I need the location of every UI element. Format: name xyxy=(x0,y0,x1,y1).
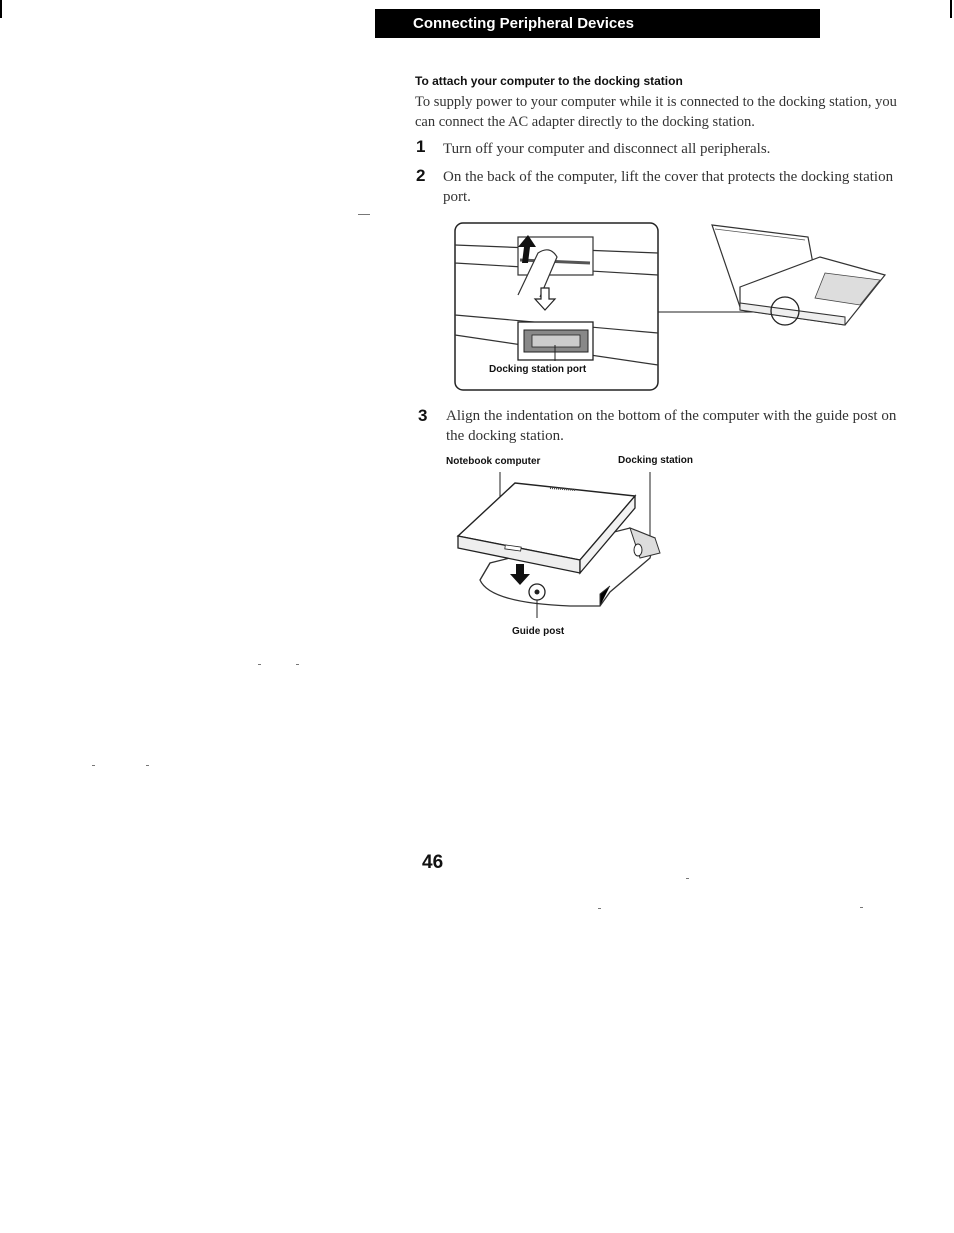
scan-speck xyxy=(686,878,689,879)
step-2-text: On the back of the computer, lift the cover that protects the docking station port. xyxy=(443,169,894,205)
scan-speck xyxy=(258,664,261,665)
scan-speck xyxy=(146,765,149,766)
scan-speck xyxy=(598,908,601,909)
step-1-text: Turn off your computer and disconnect all peripherals. xyxy=(443,141,771,157)
page-number: 46 xyxy=(422,852,444,873)
step-3-number: 3 xyxy=(418,406,428,425)
intro-paragraph: To supply power to your computer while it is connected to the docking station, you can connect the AC adapter directly to the docking station. xyxy=(415,94,897,130)
step-1-number: 1 xyxy=(416,137,426,156)
subsection-heading: To attach your computer to the docking station xyxy=(415,74,683,88)
docking-alignment-illustration xyxy=(450,468,670,618)
scan-speck xyxy=(358,214,370,215)
section-header-title: Connecting Peripheral Devices xyxy=(413,15,634,32)
notebook-computer-label: Notebook computer xyxy=(446,456,541,467)
scan-speck xyxy=(296,664,299,665)
step-2-number: 2 xyxy=(416,166,426,185)
docking-station-label: Docking station xyxy=(618,455,694,466)
crop-mark-left xyxy=(0,0,2,18)
crop-mark-right xyxy=(950,0,952,18)
scan-speck xyxy=(860,907,863,908)
step-3-text: Align the indentation on the bottom of the computer with the guide post on the docking station. xyxy=(446,408,897,444)
guide-post-label: Guide post xyxy=(512,626,565,637)
scan-speck xyxy=(92,765,95,766)
docking-station-port-label: Docking station port xyxy=(489,364,587,375)
section-header-bar xyxy=(375,9,820,38)
